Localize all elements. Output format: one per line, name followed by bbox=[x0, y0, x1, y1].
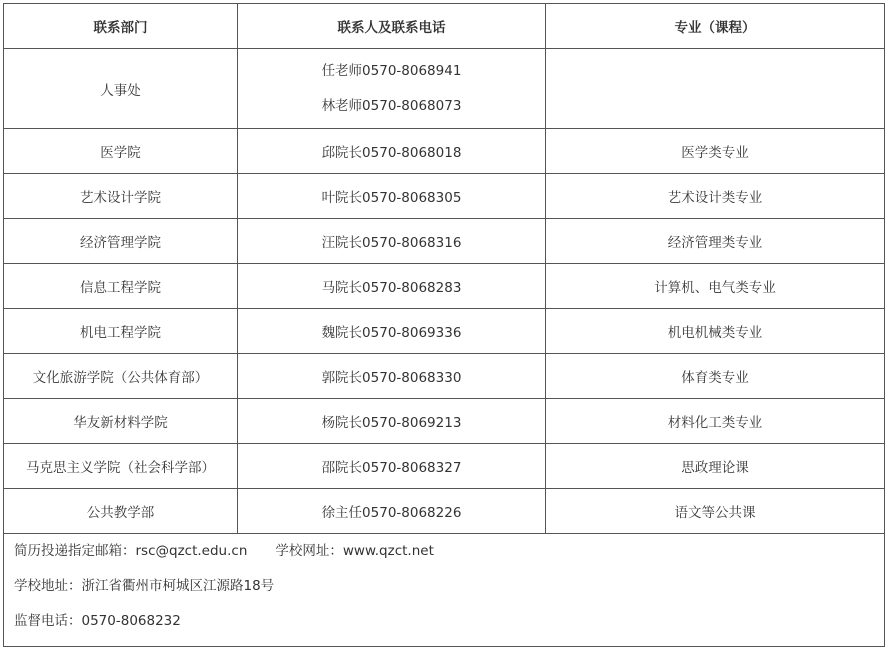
table-row bbox=[4, 399, 885, 444]
contact-line: 任老师0570-8068941 bbox=[321, 62, 462, 79]
footer-address: 学校地址：浙江省衢州市柯城区江源路18号 bbox=[14, 578, 275, 594]
footer-email-line bbox=[14, 534, 884, 569]
header-dept: 联系部门 bbox=[4, 4, 238, 49]
table-row bbox=[4, 49, 885, 129]
major-cell: 医学类专业 bbox=[546, 129, 885, 174]
dept-cell: 马克思主义学院（社会科学部） bbox=[4, 444, 238, 489]
table-header-row bbox=[4, 4, 885, 49]
dept-cell: 人事处 bbox=[4, 49, 238, 129]
dept-cell: 经济管理学院 bbox=[4, 219, 238, 264]
dept-cell: 信息工程学院 bbox=[4, 264, 238, 309]
dept-cell: 文化旅游学院（公共体育部） bbox=[4, 354, 238, 399]
major-cell bbox=[546, 49, 885, 129]
footer-row bbox=[4, 534, 885, 647]
dept-cell: 艺术设计学院 bbox=[4, 174, 238, 219]
major-cell: 机电机械类专业 bbox=[546, 309, 885, 354]
footer-phone: 监督电话：0570-8068232 bbox=[14, 613, 181, 629]
major-cell: 材料化工类专业 bbox=[546, 399, 885, 444]
footer-cell bbox=[4, 534, 885, 647]
dept-cell: 医学院 bbox=[4, 129, 238, 174]
table-row bbox=[4, 309, 885, 354]
table-row bbox=[4, 264, 885, 309]
contact-cell: 徐主任0570-8068226 bbox=[238, 489, 546, 534]
major-cell: 体育类专业 bbox=[546, 354, 885, 399]
contact-table bbox=[3, 3, 885, 647]
table-row bbox=[4, 174, 885, 219]
footer-website: 学校网址：www.qzct.net bbox=[275, 543, 434, 559]
table-row bbox=[4, 354, 885, 399]
contact-cell: 邵院长0570-8068327 bbox=[238, 444, 546, 489]
table-row bbox=[4, 444, 885, 489]
contact-cell: 邱院长0570-8068018 bbox=[238, 129, 546, 174]
major-cell: 经济管理类专业 bbox=[546, 219, 885, 264]
table-row bbox=[4, 219, 885, 264]
header-major: 专业（课程） bbox=[546, 4, 885, 49]
dept-cell: 公共教学部 bbox=[4, 489, 238, 534]
header-contact: 联系人及联系电话 bbox=[238, 4, 546, 49]
footer-email: 简历投递指定邮箱：rsc@qzct.edu.cn bbox=[14, 543, 248, 559]
contact-cell: 杨院长0570-8069213 bbox=[238, 399, 546, 444]
major-cell: 计算机、电气类专业 bbox=[546, 264, 885, 309]
contact-cell: 马院长0570-8068283 bbox=[238, 264, 546, 309]
contact-line: 林老师0570-8068073 bbox=[321, 97, 462, 114]
dept-cell: 华友新材料学院 bbox=[4, 399, 238, 444]
table-row bbox=[4, 489, 885, 534]
contact-cell: 叶院长0570-8068305 bbox=[238, 174, 546, 219]
contact-cell bbox=[238, 49, 546, 129]
contact-cell: 汪院长0570-8068316 bbox=[238, 219, 546, 264]
dept-cell: 机电工程学院 bbox=[4, 309, 238, 354]
contact-cell: 郭院长0570-8068330 bbox=[238, 354, 546, 399]
major-cell: 艺术设计类专业 bbox=[546, 174, 885, 219]
major-cell: 思政理论课 bbox=[546, 444, 885, 489]
major-cell: 语文等公共课 bbox=[546, 489, 885, 534]
contact-cell: 魏院长0570-8069336 bbox=[238, 309, 546, 354]
table-row bbox=[4, 129, 885, 174]
